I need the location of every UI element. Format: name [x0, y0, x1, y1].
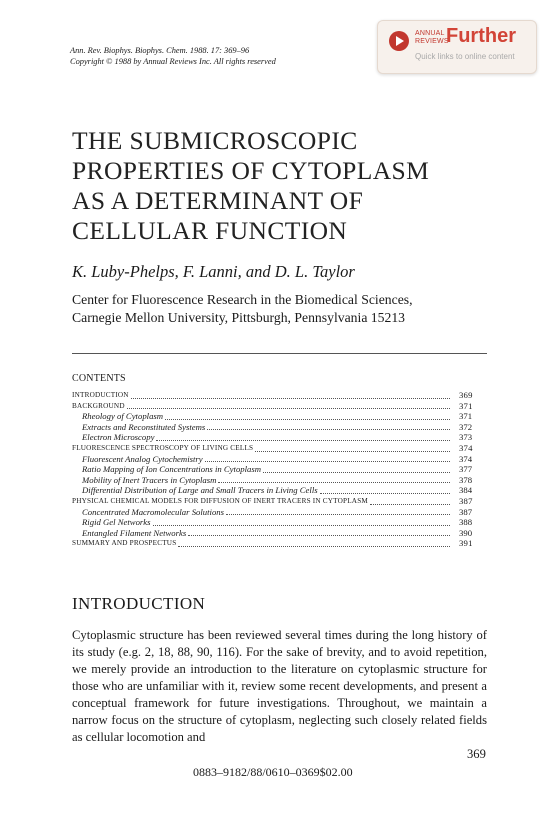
page-number: 369	[467, 747, 486, 761]
table-of-contents	[72, 390, 487, 549]
toc-entry-page: 373	[459, 432, 473, 443]
toc-entry-label: INTRODUCTION	[72, 391, 129, 399]
toc-entry-page: 371	[459, 400, 473, 411]
authors: K. Luby-Phelps, F. Lanni, and D. L. Taylor	[72, 262, 355, 281]
toc-entry-label: Rheology of Cytoplasm	[82, 411, 164, 422]
toc-leader-dots	[218, 476, 450, 483]
toc-leader-dots	[131, 392, 450, 399]
toc-entry	[72, 411, 487, 422]
toc-entry-label: Extracts and Reconstituted Systems	[82, 421, 206, 432]
badge-further-label: Further	[446, 25, 516, 47]
contents-heading: CONTENTS	[72, 373, 126, 384]
affiliation-line: Carnegie Mellon University, Pittsburgh, Pennsylvania 15213	[72, 309, 406, 325]
toc-entry-page: 378	[459, 474, 473, 485]
badge-publisher: ANNUAL REVIEWS	[415, 30, 449, 45]
toc-entry-page: 387	[459, 495, 473, 506]
toc-entry	[72, 485, 487, 496]
toc-entry-page: 372	[459, 421, 473, 432]
toc-entry	[72, 432, 487, 443]
toc-entry-page: 390	[459, 527, 473, 538]
toc-leader-dots	[255, 445, 450, 452]
toc-entry	[72, 507, 487, 518]
journal-citation	[70, 45, 276, 67]
toc-entry	[72, 443, 487, 454]
affiliation	[72, 291, 413, 326]
toc-entry-label: Electron Microscopy	[82, 432, 155, 443]
toc-leader-dots	[320, 487, 450, 494]
toc-entry-label: Fluorescent Analog Cytochemistry	[82, 453, 203, 464]
toc-leader-dots	[263, 466, 450, 473]
title-line: PROPERTIES OF CYTOPLASM	[72, 156, 430, 185]
toc-leader-dots	[205, 455, 450, 462]
toc-entry	[72, 538, 487, 549]
toc-entry-label: SUMMARY AND PROSPECTUS	[72, 539, 177, 548]
toc-entry	[72, 464, 487, 475]
toc-entry-page: 377	[459, 464, 473, 475]
toc-entry	[72, 517, 487, 528]
toc-entry-label: Differential Distribution of Large and Small Tracers in Living Cells	[82, 485, 318, 496]
toc-entry-page: 374	[459, 442, 473, 453]
title-line: AS A DETERMINANT OF	[72, 186, 364, 215]
toc-entry	[72, 401, 487, 412]
toc-entry-page: 374	[459, 453, 473, 464]
toc-leader-dots	[156, 434, 450, 441]
affiliation-line: Center for Fluorescence Research in the Biomedical Sciences,	[72, 292, 413, 307]
toc-entry-page: 371	[459, 411, 473, 422]
toc-entry	[72, 422, 487, 433]
further-links-badge[interactable]	[377, 20, 537, 74]
title-line: THE SUBMICROSCOPIC	[72, 126, 358, 155]
article-title	[72, 126, 429, 246]
toc-entry-page: 388	[459, 517, 473, 528]
toc-leader-dots	[178, 540, 450, 547]
toc-entry-label: Rigid Gel Networks	[82, 517, 151, 528]
toc-entry-label: Concentrated Macromolecular Solutions	[82, 506, 225, 517]
toc-entry-page: 391	[459, 538, 473, 549]
toc-leader-dots	[226, 508, 450, 515]
toc-entry	[72, 475, 487, 486]
toc-entry	[72, 454, 487, 465]
citation-line-1: Ann. Rev. Biophys. Biophys. Chem. 1988. 17: 369–96	[70, 46, 250, 55]
toc-entry-page: 384	[459, 485, 473, 496]
toc-leader-dots	[127, 402, 450, 409]
toc-leader-dots	[153, 519, 450, 526]
toc-entry	[72, 390, 487, 401]
section-divider	[72, 353, 487, 354]
annual-reviews-logo-icon	[388, 30, 410, 52]
badge-subtitle: Quick links to online content	[415, 52, 515, 61]
toc-entry-page: 387	[459, 506, 473, 517]
toc-entry-label: BACKGROUND	[72, 401, 125, 410]
toc-entry	[72, 496, 487, 507]
toc-entry-label: Mobility of Inert Tracers in Cytoplasm	[82, 474, 217, 485]
introduction-heading: INTRODUCTION	[72, 594, 206, 613]
toc-leader-dots	[207, 423, 450, 430]
toc-entry-label: FLUORESCENCE SPECTROSCOPY OF LIVING CELLS	[72, 443, 254, 452]
introduction-paragraph: Cytoplasmic structure has been reviewed several times during the long history of its study (e.g. 2, 18, 88, 90, 116). For the sake of brevity, and to avoid repetition, we merely provide an introduction to the literature on cytoplasmic structure for those who are unfamiliar with it, review some recent developments, and present a conceptual framework for future investigations. Throughout, we maintain a narrow focus on the structure of cytoplasm, neglecting such closely related fields as cellular locomotion and	[72, 628, 487, 744]
toc-entry-label: Ratio Mapping of Ion Concentrations in Cytoplasm	[82, 464, 262, 475]
toc-entry-label: PHYSICAL CHEMICAL MODELS FOR DIFFUSION OF INERT TRACERS IN CYTOPLASM	[72, 496, 368, 505]
toc-entry-label: Entangled Filament Networks	[82, 527, 187, 538]
title-line: CELLULAR FUNCTION	[72, 216, 348, 245]
citation-line-2: Copyright © 1988 by Annual Reviews Inc. All rights reserved	[70, 57, 276, 66]
toc-entry	[72, 528, 487, 539]
toc-leader-dots	[188, 529, 450, 536]
issn-code: 0883–9182/88/0610–0369$02.00	[193, 765, 353, 779]
toc-entry-page: 369	[459, 390, 473, 400]
toc-leader-dots	[370, 498, 450, 505]
toc-leader-dots	[165, 413, 450, 420]
